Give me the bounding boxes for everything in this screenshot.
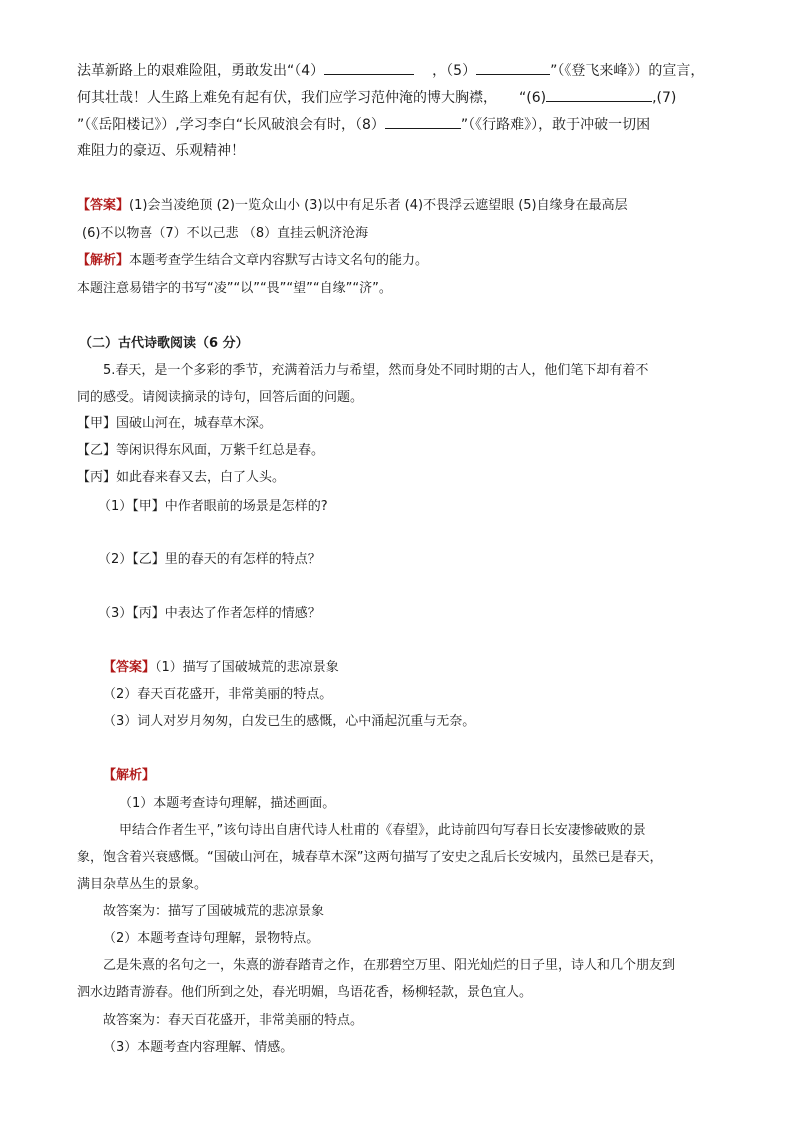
question-5-line-2: 同的感受。请阅读摘录的诗句，回答后面的问题。	[77, 390, 364, 405]
fill-line-3	[77, 114, 650, 134]
sub-question-2: （2）【乙】里的春天的有怎样的特点？	[98, 552, 321, 567]
sub-question-3: （3）【丙】中表达了作者怎样的情感？	[98, 606, 321, 621]
text: 何其壮哉！人生路上难免有起有伏，我们应学习范仲淹的博大胸襟，	[77, 90, 497, 106]
text: ”（《行路难》），敢于冲破一切困	[460, 117, 651, 133]
analysis-label-2: 【解析】	[103, 768, 156, 783]
fill-line-4: 难阻力的豪迈、乐观精神！	[77, 143, 245, 159]
text: ,(7)	[652, 90, 677, 106]
text: ，（5）	[432, 63, 477, 79]
analysis-1-para-2: 象，饱含着兴衰感慨。“国破山河在，城春草木深”这两句描写了安史之乱后长安城内，虽然已是春天，	[77, 850, 663, 865]
fill-line-2	[77, 87, 676, 107]
analysis-2-answer: 故答案为：春天百花盛开，非常美丽的特点。	[103, 1013, 364, 1028]
answer-text: (1)会当凌绝顶 (2)一览众山小 (3)以中有足乐者 (4)不畏浮云遮望眼 (5)自缘身在最高层	[129, 198, 628, 213]
answer-text: （1）描写了国破城荒的悲凉景象	[155, 660, 339, 675]
analysis-1-answer: 故答案为：描写了国破城荒的悲凉景象	[103, 904, 325, 919]
text: ”（《登飞来峰》）的宣言，	[550, 63, 705, 79]
poem-yi: 【乙】等闲识得东风面，万紫千红总是春。	[77, 443, 325, 458]
text: ”（《岳阳楼记》）,学习李白“长风破浪会有时，（8）	[77, 117, 385, 133]
analysis-block-1	[77, 251, 428, 271]
analysis-2-para-1: 乙是朱熹的名句之一，朱熹的游春踏青之作，在那碧空万里、阳光灿烂的日子里，诗人和几个朋友到	[103, 958, 676, 973]
analysis-1-title: （1）本题考查诗句理解，描述画面。	[119, 796, 336, 811]
answer-label: 【答案】	[77, 198, 130, 213]
analysis-1-para-3: 满目杂草丛生的景象。	[77, 877, 208, 892]
analysis-1-para-1: 甲结合作者生平，”该句诗出自唐代诗人杜甫的《春望》，此诗前四句写春日长安凄惨破败的景	[119, 823, 646, 838]
analysis-2-title: （2）本题考查诗句理解，景物特点。	[103, 931, 320, 946]
analysis-3-title: （3）本题考查内容理解、情感。	[103, 1040, 294, 1055]
answer-blank-6[interactable]	[546, 87, 652, 102]
answer-blank-4[interactable]	[324, 60, 414, 75]
answer-line-2: (6)不以物喜（7）不以己悲 （8）直挂云帆济沧海	[82, 226, 369, 241]
answer-blank-5[interactable]	[476, 60, 550, 75]
poem-bing: 【丙】如此春来春又去，白了人头。	[77, 470, 286, 485]
sub-question-1: （1）【甲】中作者眼前的场景是怎样的?	[98, 499, 328, 514]
analysis-2-para-2: 泗水边踏青游春。他们所到之处，春光明媚，鸟语花香，杨柳轻款，景色宜人。	[77, 985, 533, 1000]
analysis-text: 本题考查学生结合文章内容默写古诗文名句的能力。	[129, 253, 429, 268]
answer-line-3: （3）词人对岁月匆匆，白发已生的感慨，心中涌起沉重与无奈。	[103, 714, 476, 729]
text: 法革新路上的艰难险阻，勇敢发出“（4）	[77, 63, 325, 79]
answer-block-1	[77, 196, 628, 216]
fill-line-1	[77, 60, 704, 80]
answer-blank-8[interactable]	[385, 114, 461, 129]
analysis-line-2: 本题注意易错字的书写“凌”“以”“畏”“望”“自缘”“济”。	[77, 281, 392, 296]
answer-block-2	[103, 658, 339, 678]
answer-label: 【答案】	[103, 660, 156, 675]
analysis-label: 【解析】	[77, 253, 130, 268]
text: “(6)	[519, 90, 547, 106]
poem-jia: 【甲】国破山河在，城春草木深。	[77, 416, 273, 431]
answer-line-2: （2）春天百花盛开，非常美丽的特点。	[103, 687, 333, 702]
question-5-line-1: 5.春天，是一个多彩的季节，充满着活力与希望，然而身处不同时期的古人，他们笔下却有着不	[103, 363, 649, 378]
section-heading: （二）古代诗歌阅读（6 分）	[79, 336, 249, 351]
